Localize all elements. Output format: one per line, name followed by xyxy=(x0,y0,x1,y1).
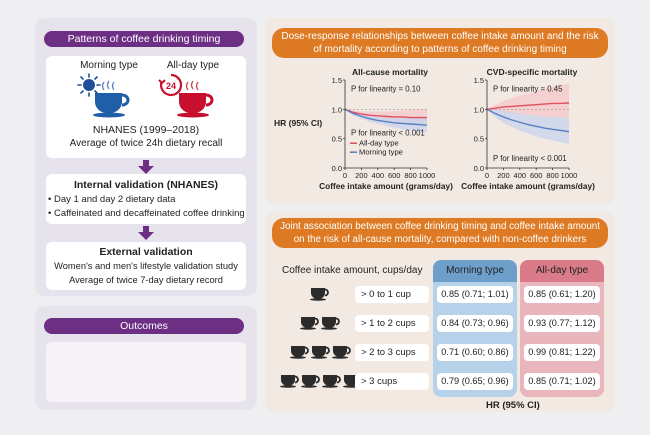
blue-coffee-cup-icon xyxy=(92,80,132,118)
clock-number: 24 xyxy=(165,81,177,91)
external-validation-title: External validation xyxy=(99,246,193,258)
coffee-cups-icon xyxy=(310,285,330,301)
x-tick-label: 0 xyxy=(342,171,348,180)
timing-patterns-title: Patterns of coffee drinking timing xyxy=(44,31,244,47)
x-tick-label: 800 xyxy=(546,171,559,180)
nhanes-label: NHANES (1999–2018) xyxy=(92,124,200,136)
y-tick-label: 0.0 xyxy=(473,164,484,173)
morning-type-label: Morning type xyxy=(80,60,138,71)
allday-hr-value: 0.85 (0.61; 1.20) xyxy=(524,286,600,303)
legend-label: Morning type xyxy=(359,147,403,157)
legend-label: All-day type xyxy=(359,138,399,148)
chart-title: All-cause mortality xyxy=(351,67,429,77)
outcomes-title: Outcomes xyxy=(44,318,244,334)
y-tick-label: 0.5 xyxy=(331,134,342,144)
chart-title: CVD-specific mortality xyxy=(486,67,578,77)
x-tick-label: 400 xyxy=(513,171,527,180)
y-tick-label: 0.5 xyxy=(473,134,484,144)
x-axis-label: Coffee intake amount (grams/day) xyxy=(461,181,595,191)
x-tick-label: 1000 xyxy=(418,171,436,180)
cvd-chart xyxy=(461,67,595,191)
x-tick-label: 600 xyxy=(387,171,401,180)
x-tick-label: 0 xyxy=(484,171,490,180)
p-linearity-annotation: P for linearity < 0.001 xyxy=(351,128,425,138)
allday-type-header: All-day type xyxy=(520,260,604,282)
y-tick-label: 1.0 xyxy=(473,105,484,115)
y-tick-label: 0.0 xyxy=(331,164,342,173)
p-linearity-annotation: P for linearity < 0.001 xyxy=(493,153,567,163)
x-tick-label: 800 xyxy=(404,171,417,180)
x-axis-label: Coffee intake amount (grams/day) xyxy=(319,181,453,191)
x-tick-label: 400 xyxy=(371,171,385,180)
allday-hr-value: 0.85 (0.71; 1.02) xyxy=(524,373,600,390)
x-tick-label: 600 xyxy=(529,171,543,180)
external-line-2: Average of twice 7-day dietary record xyxy=(69,275,223,285)
dose-response-title-pill xyxy=(272,28,608,58)
allday-type-label: All-day type xyxy=(166,60,220,71)
coffee-cups-icon xyxy=(290,343,352,359)
dose-title-line-1: Dose-response relationships between coffee intake amount and the risk xyxy=(281,31,599,42)
allday-hr-value: 0.99 (0.81; 1.22) xyxy=(524,344,600,361)
p-linearity-annotation: P for linearity = 0.10 xyxy=(351,84,421,94)
intake-category-label: > 3 cups xyxy=(355,373,429,390)
internal-item-1: • Day 1 and day 2 dietary data xyxy=(48,194,176,205)
external-line-1: Women's and men's lifestyle validation study xyxy=(54,261,238,271)
allday-hr-value: 0.93 (0.77; 1.12) xyxy=(524,315,600,332)
shared-y-label: HR (95% CI) xyxy=(274,118,323,128)
morning-hr-value: 0.71 (0.60; 0.86) xyxy=(437,344,513,361)
down-arrow-icon xyxy=(138,226,154,240)
coffee-cups-icon xyxy=(300,314,341,330)
coffee-cups-icon xyxy=(280,372,363,388)
outcomes-content-box xyxy=(46,342,246,402)
intake-category-label: > 0 to 1 cup xyxy=(355,286,429,303)
dose-title-line-2: of mortality according to patterns of coffee drinking timing xyxy=(313,44,567,55)
y-tick-label: 1.5 xyxy=(331,76,342,85)
x-tick-label: 200 xyxy=(497,171,510,180)
x-tick-label: 200 xyxy=(355,171,368,180)
all-cause-chart xyxy=(319,67,453,191)
morning-hr-value: 0.85 (0.71; 1.01) xyxy=(437,286,513,303)
joint-footer: HR (95% CI) xyxy=(486,400,540,411)
y-tick-label: 1.5 xyxy=(473,76,484,85)
dose-response-charts xyxy=(265,60,615,204)
cups-column-header: Coffee intake amount, cups/day xyxy=(282,265,423,276)
joint-title-pill xyxy=(272,218,608,248)
y-tick-label: 1.0 xyxy=(331,105,342,115)
x-tick-label: 1000 xyxy=(560,171,578,180)
internal-validation-title: Internal validation (NHANES) xyxy=(73,179,219,191)
joint-title-line-2: on the risk of all-cause mortality, compared with non-coffee drinkers xyxy=(293,234,587,245)
morning-hr-value: 0.79 (0.65; 0.96) xyxy=(437,373,513,390)
intake-category-label: > 1 to 2 cups xyxy=(355,315,429,332)
red-coffee-cup-icon xyxy=(176,80,216,118)
intake-category-label: > 2 to 3 cups xyxy=(355,344,429,361)
down-arrow-icon xyxy=(138,160,154,174)
internal-item-2: • Caffeinated and decaffeinated coffee drinking xyxy=(48,208,245,219)
recall-label: Average of twice 24h dietary recall xyxy=(69,138,223,149)
p-linearity-annotation: P for linearity = 0.45 xyxy=(493,84,563,94)
morning-type-header: Morning type xyxy=(433,260,517,282)
morning-hr-value: 0.84 (0.73; 0.96) xyxy=(437,315,513,332)
joint-title-line-1: Joint association between coffee drinking timing and coffee intake amount xyxy=(280,221,600,232)
